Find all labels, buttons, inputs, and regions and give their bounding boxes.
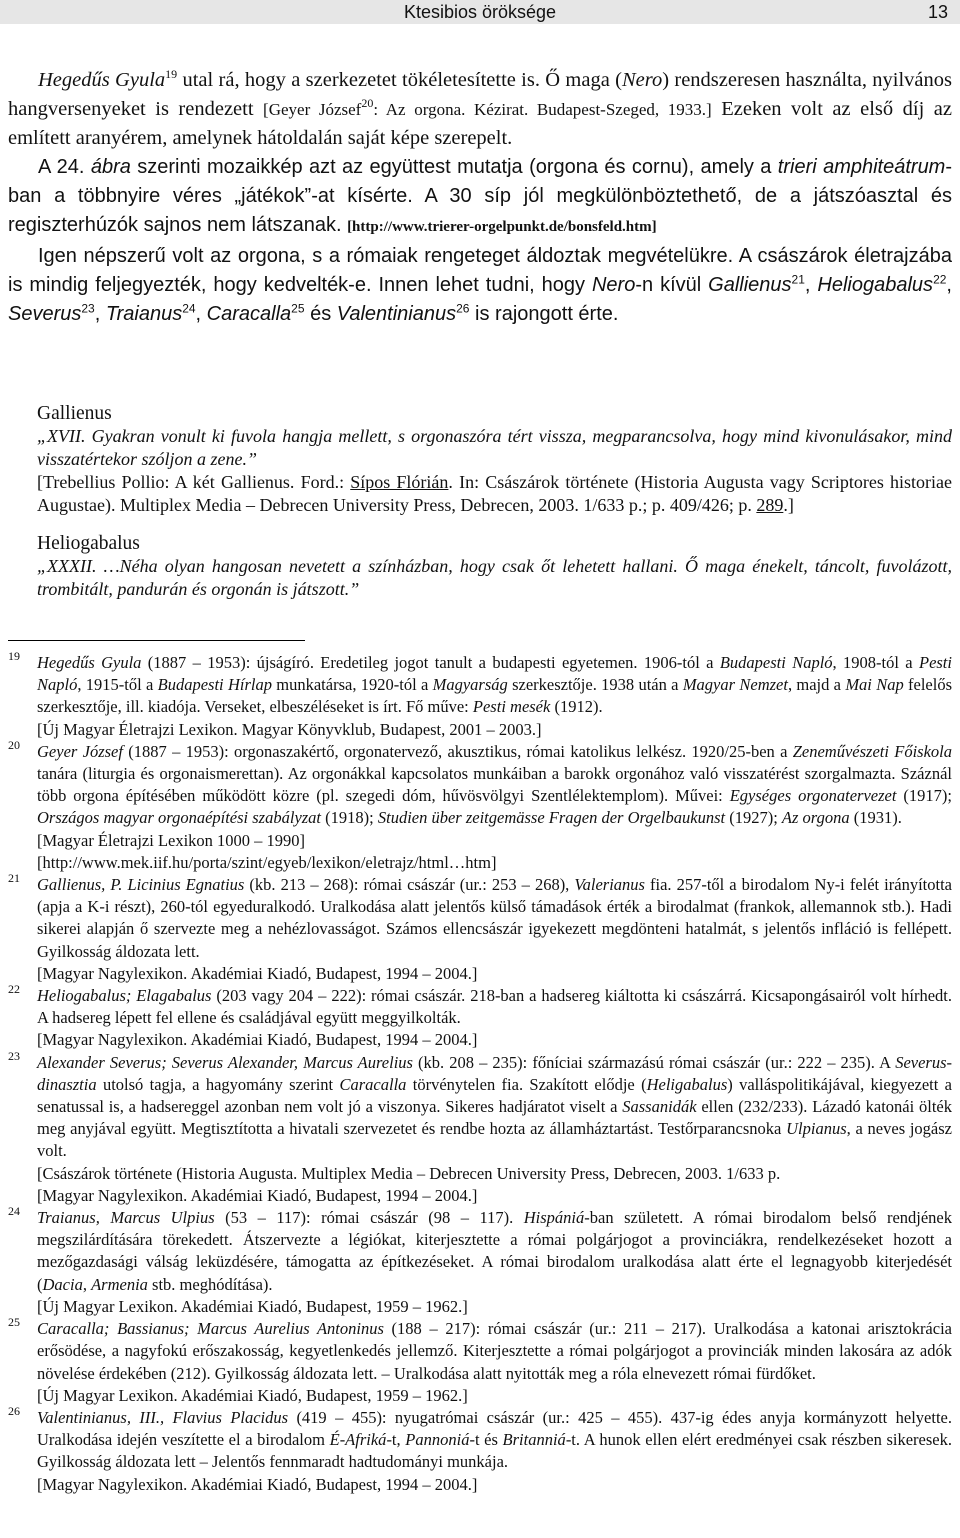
footnote-26 [8,1403,952,1496]
text-run: (1887 – 1953): újságíró. Eredetileg jogot tanult a budapesti egyetemen. 1906-tól a [141,653,720,672]
text-run: Heligabalus [646,1074,728,1094]
text-run: Az orgona [781,808,850,828]
footnote-text [37,874,952,963]
text-run: -ban a többnyire véres „játékok”-at kísérte. A 30 síp jól megkülönböztethető, de a játszóasztal és regiszterhúzók sajnos nem látszanak. [8,156,953,236]
text-run: Gallienus, P. Licinius Egnatius [37,875,245,895]
text-run: , 1908-tól a [832,653,919,672]
footnote-25 [8,1315,952,1407]
footnote-number: 21 [8,871,20,886]
text-run: (419 – 455): nyugatrómai császár (ur.: 425 – 455). 437-ig édes anyja kormányzott helyette. Uralkodása idején veszítette el a birodalom [37,1407,952,1450]
footnote-text [37,1207,952,1296]
separator: , [195,303,207,325]
text-run: Geyer József [37,741,123,761]
text-run: Zeneművészeti Főiskola [792,741,953,761]
text-run: Hegedűs Gyula [37,653,142,672]
text-run: (kb. 208 – 235): főníciai származású római császár (ur.: 222 – 235). A [412,1052,896,1072]
text-run: Caracalla; Bassianus; Marcus Aurelius Antoninus [37,1319,384,1339]
footnote-reference: [Magyar Életrajzi Lexikon 1000 – 1990] [37,830,306,850]
quote-gallienus [37,402,952,517]
text-run: felelős szerkesztője, ill. kiadója. Verseket, elbeszéléseket is írt. Fő műve: [37,675,953,717]
running-header [0,0,960,24]
text-run: , 1915-től a [77,675,158,695]
paragraph-1 [8,66,952,153]
text-run: Hispániá [523,1208,585,1228]
footnote-reference: [Új Magyar Életrajzi Lexikon. Magyar Könyvklub, Budapest, 2001 – 2003.] [37,719,542,739]
paragraph-3 [8,242,952,329]
text-run: Traianus, Marcus Ulpius [37,1208,215,1228]
footnote-reference: [Új Magyar Lexikon. Akadémiai Kiadó, Budapest, 1959 – 1962.] [37,1385,468,1405]
text-run: Caracalla [339,1074,407,1094]
text-run: ellen (232/233). Lázadó katonái ölték meg anyjával együtt. Megtisztította a hivatali szervezetet és rendbe hozta az államháztartást. Testőrparancsnoka [37,1097,952,1139]
text-run: (1887 – 1953): orgonaszakértő, orgonatervező, akusztikus, római katolikus lelkész. 1920/25-ben a [122,741,793,761]
name-valentinianus: Valentinianus [336,303,457,325]
footnote-text [37,985,952,1029]
page-number: 13 [927,2,948,22]
translator-link[interactable]: Sípos Flórián [350,472,449,492]
url-citation[interactable]: [http://www.trierer-orgelpunkt.de/bonsfeld.htm] [347,219,657,235]
footnote-number: 26 [8,1403,20,1418]
footnote-reference: [Magyar Nagylexikon. Akadémiai Kiadó, Budapest, 1994 – 2004.] [37,1474,478,1494]
text-run: szerkesztője. 1938 után a [507,675,683,695]
quote-text: „XXXII. …Néha olyan hangosan nevetett a színházban, hogy csak őt lehetett hallani. Ő maga énekelt, táncolt, fuvolázott, trombitált, pandurán és orgonán is játszott.” [37,556,952,599]
text-run: -t és [469,1430,503,1450]
name-severus: Severus [8,303,82,325]
text-run: (1917); [896,786,952,806]
text-run: törvénytelen fia. Szakított elődje ( [406,1074,647,1094]
footnote-19 [8,649,953,741]
name-traianus: Traianus [105,303,183,325]
text-run: -t. A hunok ellen elért eredményei csak részben sikeresek. Gyilkosság áldozata lett – Jelentős fennmaradt hadtudományi munkája. [37,1430,952,1472]
name-nero: Nero [621,69,663,91]
text-run: .] [783,495,794,515]
footnote-ref-22[interactable]: 22 [933,272,947,287]
footnote-number: 22 [8,982,20,997]
quote-heading: Heliogabalus [37,533,140,554]
text-run: . In: Császárok története (Historia Augusta vagy Scriptores historiae Augustae). Multiplex Media – Debrecen University Press, Debrecen, 2003. 1/633 p.; p. 409/426; p. [37,472,952,515]
text-run: Országos magyar orgonaépítési szabályzat [37,808,322,828]
footnote-reference: [Magyar Nagylexikon. Akadémiai Kiadó, Budapest, 1994 – 2004.] [37,963,478,983]
text-run: Mai Nap [845,675,904,695]
text-run: (188 – 217): római császár (ur.: 211 – 217). Uralkodása a katonai arisztokrácia erősödése, a nagyfokú erőszakosság, kegyetlenkedés jellemző. Kiterjesztette a római polgárjogot a provinciák minden lakosára az adók növelése érdekében (212). Gyilkosság áldozata lett. – Uralkodása alatt nyitották meg a róla elnevezett római fürdőket. [37,1319,952,1383]
text-run: A 24. [38,156,91,178]
name-hegedus: Hegedűs Gyula [38,69,166,91]
text-run: Britanniá [502,1430,566,1450]
footnote-number: 19 [8,649,20,663]
footnote-ref-20[interactable]: 20 [361,96,374,111]
name-heliogabalus: Heliogabalus [817,274,934,296]
separator: , [946,274,952,296]
footnote-reference: [http://www.mek.iif.hu/porta/szint/egyeb/lexikon/eletrajz/html…htm] [37,852,497,872]
figure-ref: ábra [90,156,131,178]
text-run: utolsó tagja, a hagyomány szerint [96,1074,340,1094]
text-run: Valerianus [574,875,645,895]
text-run: Igen népszerű volt az orgona, s a rómaiak rengeteget áldoztak megvételükre. A császárok életrajzába is mindig feljegyezték, hogy kedvelték-e. Innen lehet tudni, hogy [8,245,952,296]
text-run: (53 – 117): római császár (98 – 117). [214,1208,524,1228]
footnote-text [37,741,952,830]
name-caracalla: Caracalla [206,303,292,325]
footnote-text [37,1407,952,1474]
footnote-reference: [Császárok története (Historia Augusta. Multiplex Media – Debrecen University Press, Debrecen, 2003. 1/633 p. [37,1163,781,1183]
footnote-ref-19[interactable]: 19 [165,67,178,82]
text-run: ) rendszeresen használta, nyilvános hangversenyeket is rendezett [8,69,952,120]
text-run: Pesti mesék [472,697,551,717]
main-text [8,66,952,329]
text-run: Alexander Severus; Severus Alexander, Marcus Aurelius [37,1052,413,1072]
footnote-reference: [Magyar Nagylexikon. Akadémiai Kiadó, Budapest, 1994 – 2004.] [37,1030,478,1050]
separator: , [804,274,818,296]
footnote-21 [8,871,952,985]
text-run: szerinti mozaikkép azt az együttest mutatja (orgona és cornu), amely a [130,156,778,178]
text-run: -ban született. A római birodalom belső rendjének megszilárdítására törekedett. Átszervezte a légiókat, kiterjesztette a római polgárjogot a provinciákra, rendelkezéseket hozott a mezőgazdasági válság leküzdésére, támogatta az építkezéseket. A római birodalom uralkodása alatt érte el legnagyobb kiterjedését ( [37,1208,953,1294]
text-run: , [82,1274,92,1294]
text-run: Egységes orgonatervezet [729,786,897,806]
footnote-20 [8,737,953,874]
text-run: , majd a [787,675,846,695]
text-run: -t, [386,1430,406,1450]
text-run: -n kívül [635,274,709,296]
paragraph-2 [8,153,952,242]
footnote-22 [8,982,953,1052]
footnote-24 [8,1204,953,1318]
footnote-reference: [Új Magyar Lexikon. Akadémiai Kiadó, Budapest, 1959 – 1962.] [37,1296,468,1316]
text-run: (kb. 213 – 268): római császár (ur.: 253 – 268), [244,875,575,895]
place-name: trieri amphiteátrum [777,156,946,178]
page-link[interactable]: 289 [756,495,784,515]
text-run: (1918); [321,808,378,828]
text-run: Dacia [42,1274,83,1294]
text-run: Heliogabalus; Elagabalus [37,986,212,1006]
quote-text: „XVII. Gyakran vonult ki fuvola hangja mellett, s orgonaszóra tért vissza, megparancsolva, hogy mind kivonulásakor, mind visszatértekor szóljon a zene.” [37,426,952,469]
text-run: fia. 257-től a birodalom Ny-i felét irányította (apja a K-i részt), 260-tól egyeduralkodó. Uralkodása alatt jelentős külső támadások érték a birodalmat (frankok, allemannok stb.). Hadi sikerei alapján ő szervezte meg a nehézlovasságot. Számos ellencsászár igyekezett megdönteni hatalmát, s jelentős infláció is fellépett. Gyilkosság áldozata lett. [37,875,952,961]
text-run: (1927); [725,808,782,828]
text-run: utal rá, hogy a szerkezetet tökéletesítette is. Ő maga ( [177,69,622,91]
text-run: (1912). [550,697,603,717]
footnote-ref-25[interactable]: 25 [291,301,305,316]
footnote-number: 24 [8,1204,20,1219]
text-run: Ulpianus [786,1119,847,1139]
text-run: (203 vagy 204 – 222): római császár. 218-ban a hadsereg kiáltotta ki császárrá. Kicsapongásairól volt hírhedt. A hadsereg lépett fel ellene és családjával együtt meggyilkolták. [37,986,953,1028]
text-run: Valentinianus, III., Flavius Placidus [37,1407,289,1427]
text-run: Severus-dinasztia [37,1052,952,1094]
quote-heading: Gallienus [37,403,112,424]
citation: : Az orgona. Kézirat. Budapest-Szeged, 1933.] [373,100,712,119]
footnote-text [37,652,952,719]
footnote-text [37,1318,952,1385]
footnote-23 [8,1048,952,1207]
text-run: munkatársa, 1920-tól a [271,675,433,695]
footnote-number: 23 [8,1048,20,1063]
text-run: Magyar Nemzet [682,675,788,695]
text-run: É-Afriká [329,1430,387,1450]
text-run: is rajongott érte. [469,303,619,325]
quote-source [37,471,952,517]
footnote-ref-21[interactable]: 21 [791,272,805,287]
text-run: stb. meghódítása). [147,1274,273,1294]
header-title: Ktesibios öröksége [403,2,557,22]
footnote-ref-23[interactable]: 23 [81,301,95,316]
text-run: Magyarság [432,675,508,695]
footnote-number: 20 [8,737,20,752]
name-nero: Nero [591,274,636,296]
text-run: Pannoniá [405,1430,470,1450]
text-run: Budapesti Napló [719,653,833,672]
text-run: Ezeken volt az első díj az említett aranyérem, amelynek hátoldalán saját képe szerepelt. [8,98,953,149]
text-run: , a neves jogász volt. [37,1119,952,1161]
footnote-separator [8,640,305,641]
name-gallienus: Gallienus [708,274,792,296]
footnote-ref-24[interactable]: 24 [182,301,196,316]
text-run: Armenia [91,1274,148,1294]
text-run: Pesti Napló [37,653,952,695]
footnote-reference: [Magyar Nagylexikon. Akadémiai Kiadó, Budapest, 1994 – 2004.] [37,1185,478,1205]
text-run: (1931). [849,808,902,828]
text-run: tanára (liturgia és orgonaismerettan). Az orgonákkal kapcsolatos munkáiban a barokk orgonához való visszatérést szorgalmazta. Száznál több orgona építésében működött közre (pl. szegedi dóm, hűvösvölgyi Szentlélektemplom). Művei: [37,764,952,806]
footnotes [8,649,953,1496]
separator: és [304,303,337,325]
citation: [Geyer József [263,100,362,119]
footnote-ref-26[interactable]: 26 [456,301,470,316]
text-run: Sassanidák [622,1097,697,1117]
footnote-text [37,1052,952,1163]
text-run: ) valláspolitikájával, kiegyezett a senatussal is, a hadsereggel azonban nem volt jó a viszonya. Sikeres hadjáratot viselt a [37,1074,952,1117]
text-run: Budapesti Hírlap [157,675,272,695]
text-run: Studien über zeitgemässe Fragen der Orgelbaukunst [377,808,726,828]
separator: , [94,303,106,325]
quote-heliogabalus [37,532,952,601]
text-run: [Trebellius Pollio: A két Gallienus. Ford.: [37,472,351,492]
footnote-number: 25 [8,1315,20,1330]
